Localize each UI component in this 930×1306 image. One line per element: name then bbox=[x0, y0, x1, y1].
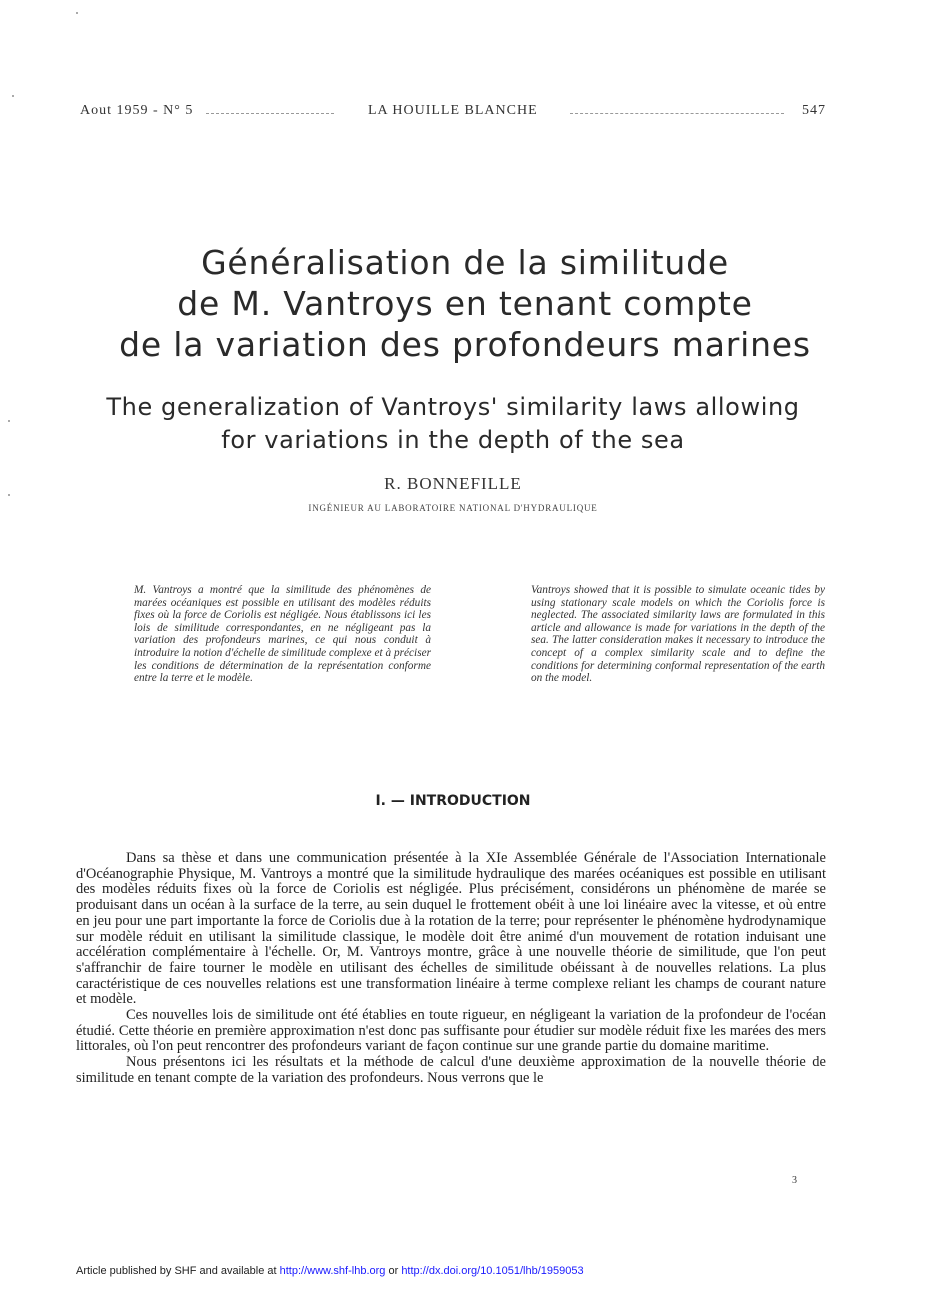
scan-speck bbox=[8, 494, 10, 496]
title-french: Généralisation de la similitude de M. Vantroys en tenant compte de la variation des profondeurs marines bbox=[119, 243, 811, 364]
footer-middle: or bbox=[385, 1265, 402, 1277]
abstract-english: Vantroys showed that it is possible to simulate oceanic tides by using stationary scale models on which the Coriolis force is neglected. The associated similarity laws are formulated in this article and allowance is made for variations in the depth of the sea. The latter consideration makes it necessary to introduce the concept of a complex similarity scale and to define the conditions for determining conformal representation of the earth on the model. bbox=[531, 584, 825, 685]
journal-name: LA HOUILLE BLANCHE bbox=[368, 103, 538, 118]
footer-link-doi[interactable]: http://dx.doi.org/10.1051/lhb/1959053 bbox=[401, 1265, 584, 1277]
page-marker: 3 bbox=[792, 1175, 797, 1186]
scan-speck bbox=[12, 95, 14, 97]
paragraph-2: Ces nouvelles lois de similitude ont été établies en toute rigueur, en négligeant la variation de la profondeur de l'océan étudié. Cette théorie en première approximation n'est donc pas suffisante pour étudier sur modèle réduit fixe les marées des mers littorales, où l'on peut rencontrer des profondeurs variant de façon continue sur une grande partie du domaine maritime. bbox=[76, 1007, 826, 1055]
body-text bbox=[76, 851, 826, 1087]
issue-label: Aout 1959 - N° 5 bbox=[80, 103, 194, 118]
abstract-french: M. Vantroys a montré que la similitude des phénomènes de marées océaniques est possible en utilisant des modèles réduits fixes où la force de Coriolis est négligée. Nous établissons ici les lois de similitude correspondantes, en ne négligeant pas la variation des profondeurs marines, ce qui nous conduit à introduire la notion d'échelle de similitude complexe et à préciser les conditions de détermination de la représentation conforme entre la terre et le modèle. bbox=[134, 584, 431, 685]
author-affiliation: INGÉNIEUR AU LABORATOIRE NATIONAL D'HYDRAULIQUE bbox=[308, 503, 598, 513]
header-rule-right bbox=[570, 113, 784, 114]
paragraph-1: Dans sa thèse et dans une communication présentée à la XIe Assemblée Générale de l'Association Internationale d'Océanographie Physique, M. Vantroys a montré que la similitude hydraulique des marées océaniques est possible en utilisant des modèles réduits fixes où la force de Coriolis est négligée. Plus précisément, considérons un phénomène de marée se produisant dans un océan à la surface de la terre, au sein duquel le frottement obéit à une loi linéaire avec la vitesse, et où entre en jeu pour une part importante la force de Coriolis due à la rotation de la terre; pour représenter le phénomène hydrodynamique sur modèle réduit en utilisant la similitude classique, le modèle doit être animé d'un mouvement de rotation induisant une accélération complémentaire à l'échelle. Or, M. Vantroys montre, grâce à une nouvelle théorie de similitude, que l'on peut s'affranchir de faire tourner le modèle en utilisant des échelles de similitude obéissant à de nouvelles relations. La plus caractéristique de ces nouvelles relations est une transformation linéaire à terme complexe reliant les champs de courant nature et modèle. bbox=[76, 850, 826, 1008]
title-english: The generalization of Vantroys' similarity laws allowing for variations in the depth of the sea bbox=[106, 393, 800, 454]
footer-link-site[interactable]: http://www.shf-lhb.org bbox=[279, 1265, 386, 1277]
section-heading: I. — INTRODUCTION bbox=[375, 793, 531, 809]
header-rule-left bbox=[206, 113, 334, 114]
footer-note bbox=[76, 1265, 584, 1277]
footer-prefix: Article published by SHF and available at bbox=[76, 1265, 280, 1277]
page-number: 547 bbox=[802, 103, 826, 118]
scan-speck bbox=[76, 12, 78, 14]
author-name: R. BONNEFILLE bbox=[384, 474, 522, 493]
scan-speck bbox=[8, 420, 10, 422]
paragraph-3: Nous présentons ici les résultats et la méthode de calcul d'une deuxième approximation de la nouvelle théorie de similitude en tenant compte de la variation des profondeurs. Nous verrons que le bbox=[76, 1054, 826, 1086]
